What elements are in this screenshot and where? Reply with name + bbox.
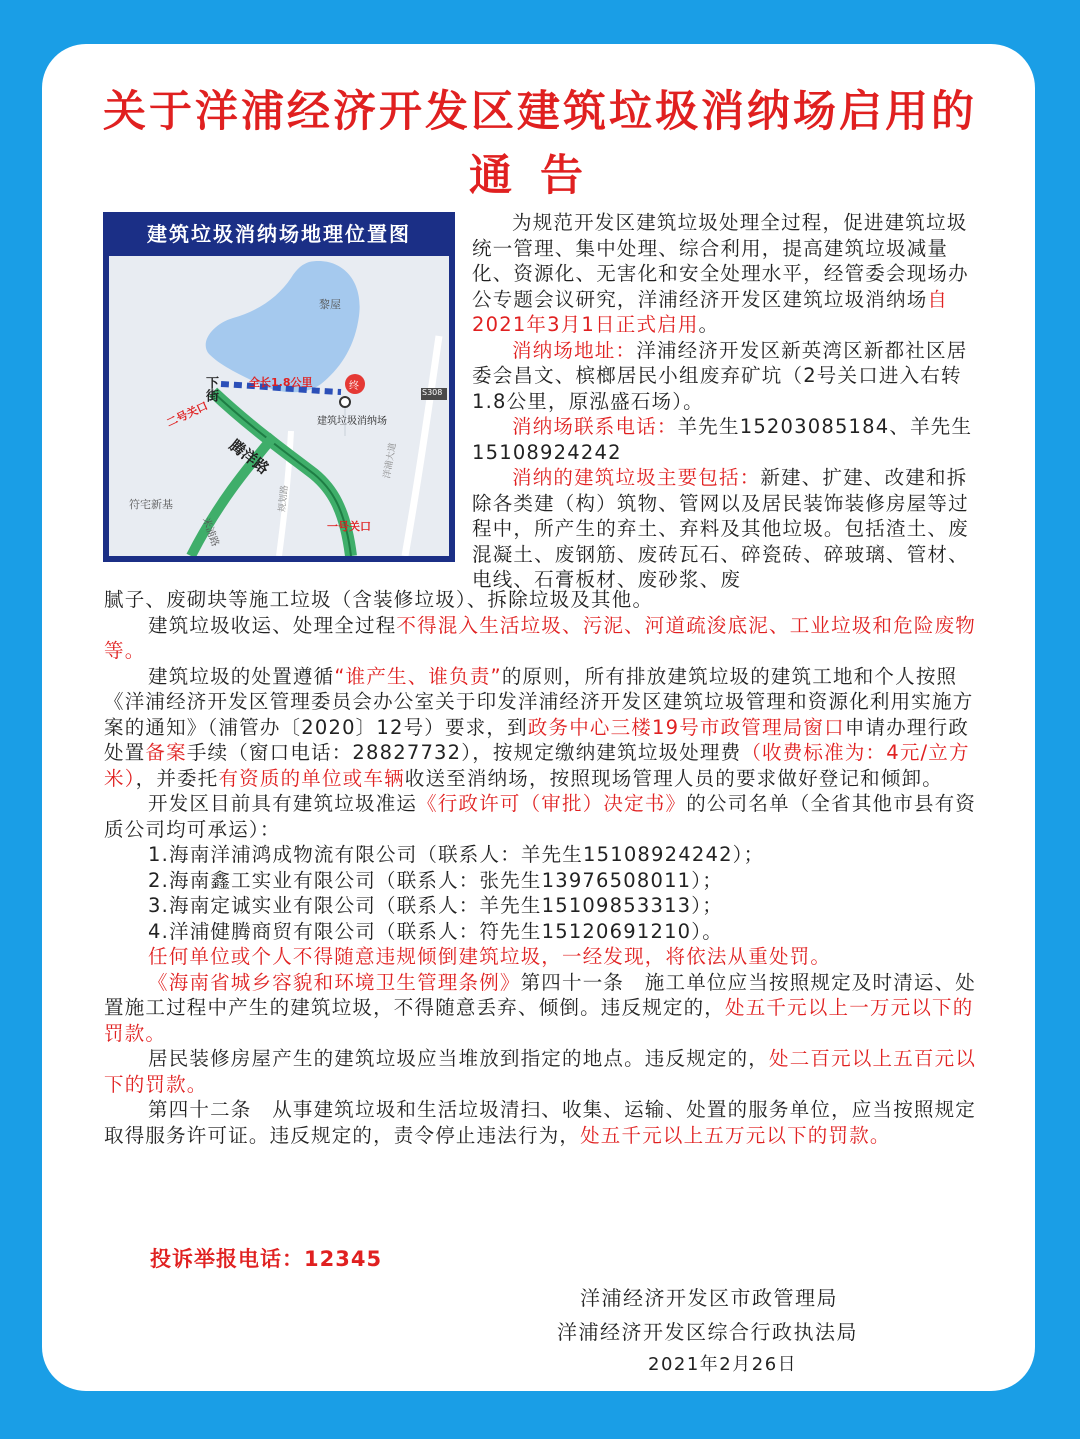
article41-penalty: 处五千元以上一万元以下的罚款。 — [104, 996, 974, 1045]
paragraph-article41 — [104, 970, 978, 1047]
paragraph-prohibition — [104, 613, 978, 664]
intro-end: 。 — [698, 313, 720, 336]
village-label: 黎屋 — [319, 298, 341, 311]
street-label: 下街 — [203, 376, 218, 402]
article41-text: 第四十一条 施工单位应当按照规定及时清运、处置施工过程中产生的建筑垃圾，不得随意丢弃、倾倒。违反规定的， — [104, 970, 977, 1019]
route-length-label: 全长1.8公里 — [249, 376, 313, 389]
map-canvas — [109, 256, 449, 556]
site-label: 建筑垃圾消纳场 — [317, 416, 387, 427]
include-label: 消纳的建筑垃圾主要包括： — [512, 466, 761, 489]
p3-text-i: ，并委托 — [135, 766, 219, 790]
gate1-label: 一号关口 — [327, 520, 371, 533]
company-item: 3.海南定诚实业有限公司（联系人：羊先生15109853313）； — [148, 894, 723, 917]
phone-label: 消纳场联系电话： — [512, 415, 678, 438]
intro-paragraph — [472, 210, 977, 338]
phone-paragraph — [472, 414, 977, 465]
company-list — [104, 842, 978, 944]
residents-penalty: 处二百元以上五百元以下的罚款。 — [104, 1047, 977, 1096]
warning-line: 任何单位或个人不得随意违规倾倒建筑垃圾，一经发现，将依法从重处罚。 — [148, 945, 832, 968]
article42-penalty: 处五千元以上五万元以下的罚款。 — [580, 1123, 891, 1147]
p3-text-e: 申请办理行政处置 — [104, 715, 970, 764]
p3-highlight-window: 政务中心三楼19号市政管理局窗口 — [527, 715, 845, 739]
notice-title-line1: 关于洋浦经济开发区建筑垃圾消纳场启用的 — [103, 87, 977, 137]
signature-date: 2021年2月26日 — [648, 1354, 798, 1375]
minor-road-label: 规划路 — [277, 484, 291, 513]
article42-text: 第四十二条 从事建筑垃圾和生活垃圾清扫、收集、运输、处置的服务单位，应当按照规定取得服务许可证。违反规定的，责令停止违法行为， — [104, 1098, 977, 1147]
include-paragraph — [472, 465, 977, 593]
lake-shape — [206, 261, 360, 392]
phone-text: 羊先生15203085184、羊先生15108924242 — [472, 415, 973, 464]
paragraph-residents — [104, 1046, 978, 1097]
company-item: 4.洋浦健腾商贸有限公司（联系人：符先生15120691210）。 — [148, 919, 723, 943]
p4-highlight-license: 《行政许可（审批）决定书》 — [417, 792, 687, 815]
main-body — [104, 587, 978, 1148]
p3-highlight-qualified: 有资质的单位或车辆 — [218, 766, 405, 790]
company-item: 1.海南洋浦鸿成物流有限公司（联系人：羊先生15108924242）； — [148, 843, 765, 866]
avenue-label: 洋浦大道 — [382, 442, 399, 480]
map-title: 建筑垃圾消纳场地理位置图 — [147, 222, 411, 246]
paragraph-article42 — [104, 1097, 978, 1148]
include-continuation: 腻子、废砌块等施工垃圾（含装修垃圾）、拆除垃圾及其他。 — [104, 588, 654, 611]
start-date-highlight: 自2021年3月1日正式启用 — [472, 287, 949, 336]
signature-org2: 洋浦经济开发区综合行政执法局 — [557, 1320, 858, 1344]
route-badge: S308 — [422, 388, 443, 397]
p3-text-a: 建筑垃圾的处置遵循 — [148, 664, 335, 688]
regulation-title: 《海南省城乡容貌和环境卫生管理条例》 — [148, 970, 521, 994]
signature-org1: 洋浦经济开发区市政管理局 — [580, 1286, 838, 1310]
address-label: 消纳场地址： — [512, 338, 637, 362]
address-paragraph — [472, 338, 977, 415]
paragraph-disposal — [104, 664, 978, 792]
complaint-hotline: 投诉举报电话：12345 — [150, 1247, 383, 1271]
intro-block — [472, 210, 977, 593]
address-text: 洋浦经济开发区新英湾区新都社区居委会昌文、槟榔居民小组废弃矿坑（2号关口进入右转1.8公里，原泓盛石场）。 — [472, 338, 968, 413]
residents-text: 居民装修房屋产生的建筑垃圾应当堆放到指定的地点。违反规定的， — [148, 1047, 770, 1070]
p3-highlight-fee: （收费标准为：4元/立方米） — [104, 741, 970, 790]
destination-label: 终 — [349, 381, 359, 392]
p4-text-a: 开发区目前具有建筑垃圾准运 — [148, 792, 418, 815]
area-label: 符宅新基 — [129, 498, 173, 511]
side-road-label: 米浦路 — [199, 516, 221, 549]
site-dot — [340, 397, 350, 407]
p3-highlight-principle: “谁产生、谁负责” — [334, 664, 502, 688]
p3-highlight-record: 备案 — [145, 741, 187, 764]
p3-text-g: 手续（窗口电话：28827732），按规定缴纳建筑垃圾处理费 — [186, 741, 742, 764]
notice-title-line2: 通告 — [469, 151, 611, 201]
p2-highlight: 不得混入生活垃圾、污泥、河道疏浚底泥、工业垃圾和危险废物等。 — [104, 613, 977, 662]
p3-text-c: 的原则，所有排放建筑垃圾的建筑工地和个人按照《洋浦经济开发区管理委员会办公室关于印发洋浦经济开发区建筑垃圾管理和资源化利用实施方案的通知》（浦管办〔2020〕12号）要求，到 — [104, 664, 974, 739]
gate2-label: 二号关口 — [164, 399, 210, 430]
intro-text: 为规范开发区建筑垃圾处理全过程，促进建筑垃圾统一管理、集中处理、综合利用，提高建筑垃圾减量化、资源化、无害化和安全处理水平，经管委会现场办公专题会议研究，洋浦经济开发区建筑垃圾消纳场 — [472, 211, 969, 311]
include-text: 新建、扩建、改建和拆除各类建（构）筑物、管网以及居民装饰装修房屋等过程中，所产生的弃土、弃料及其他垃圾。包括渣土、废混凝土、废钢筋、废砖瓦石、碎瓷砖、碎玻璃、管材、电线、石膏板材、废砂浆、废 — [472, 466, 969, 591]
p2-text: 建筑垃圾收运、处理全过程 — [148, 613, 397, 637]
company-item: 2.海南鑫工实业有限公司（联系人：张先生13976508011）； — [148, 868, 723, 892]
location-map — [103, 212, 455, 562]
minor-road — [405, 336, 439, 556]
paragraph-companies — [104, 791, 978, 842]
p4-text-c: 的公司名单（全省其他市县有资质公司均可承运）： — [104, 792, 977, 841]
p3-text-k: 收送至消纳场，按照现场管理人员的要求做好登记和倾卸。 — [404, 766, 943, 790]
main-road-label: 腾洋路 — [225, 435, 273, 478]
